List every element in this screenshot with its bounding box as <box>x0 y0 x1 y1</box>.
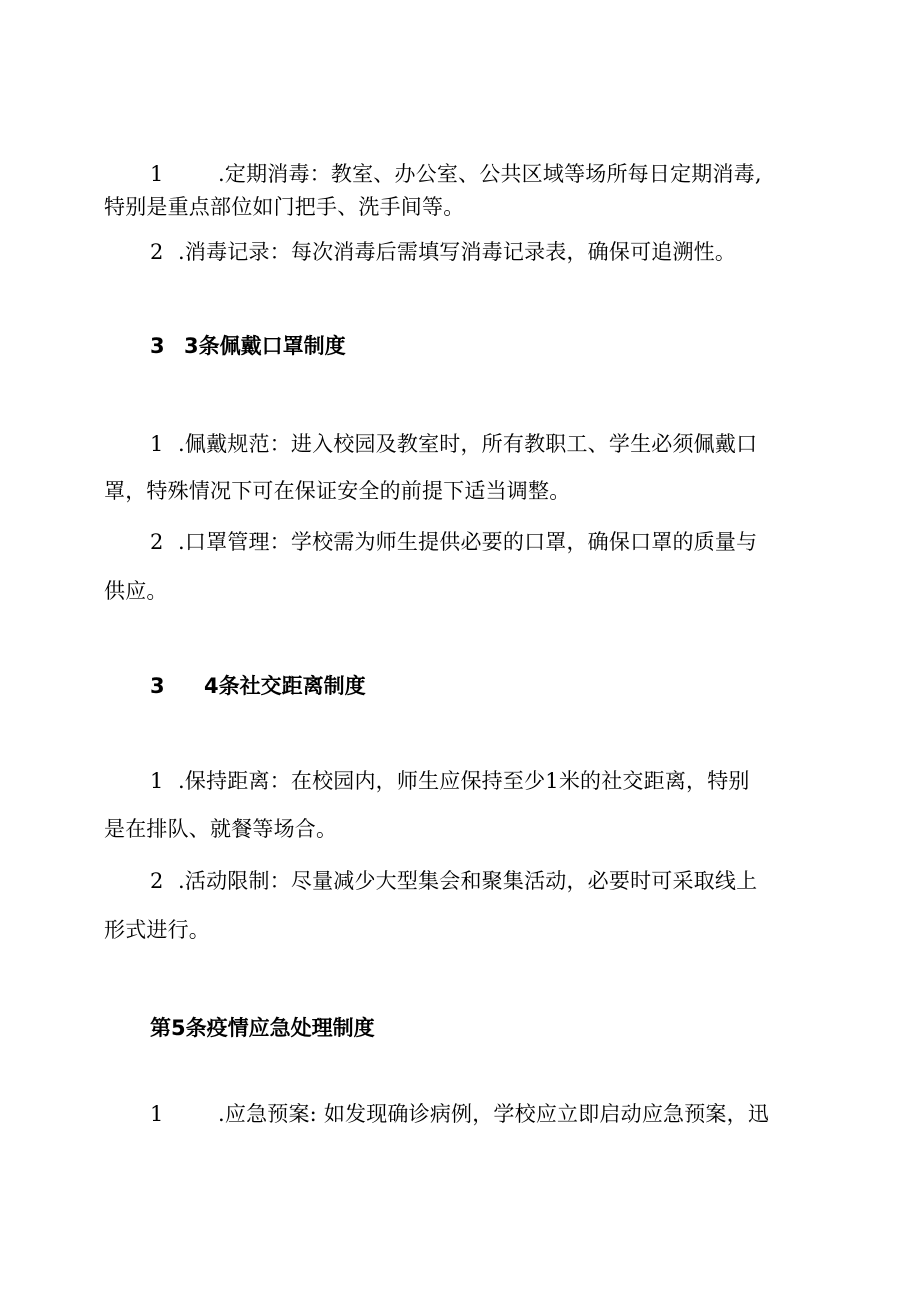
s3-heading-text: 3条佩戴口罩制度 <box>184 334 346 358</box>
s3-item1-text: .佩戴规范：进入校园及教室时，所有教职工、学生必须佩戴口 <box>178 432 758 456</box>
s4-item2-line2: 形式进行。 <box>104 918 210 942</box>
s4-item2-number: 2 <box>150 869 164 893</box>
s4-item1-number: 1 <box>150 769 164 793</box>
s2-item1-line1 <box>150 160 762 188</box>
s4-item1-text: .保持距离：在校园内，师生应保持至少1米的社交距离，特别 <box>178 769 750 793</box>
s2-item1-text: .定期消毒：教室、办公室、公共区域等场所每日定期消毒, <box>218 162 762 186</box>
s4-item2-line1 <box>150 867 757 895</box>
s2-item2-line <box>150 238 736 266</box>
s4-heading-text: 4条社交距离制度 <box>204 674 366 698</box>
s3-item1-number: 1 <box>150 432 164 456</box>
s3-item2-number: 2 <box>150 530 164 554</box>
s3-item1-line1 <box>150 430 757 458</box>
s4-item1-line1 <box>150 767 750 795</box>
s3-item2-line2: 供应。 <box>104 579 168 603</box>
s2-item1-line2: 特别是重点部位如门把手、洗手间等。 <box>104 195 465 219</box>
s5-item1-text: .应急预案: 如发现确诊病例，学校应立即启动应急预案，迅 <box>218 1102 770 1126</box>
s3-item2-text: .口罩管理：学校需为师生提供必要的口罩，确保口罩的质量与 <box>178 530 758 554</box>
s4-item1-line2: 是在排队、就餐等场合。 <box>104 817 338 841</box>
s3-heading <box>150 332 346 360</box>
s4-item2-text: .活动限制：尽量减少大型集会和聚集活动，必要时可采取线上 <box>178 869 758 893</box>
s5-item1-line1 <box>150 1100 769 1128</box>
s5-heading: 第5条疫情应急处理制度 <box>150 1016 375 1040</box>
s3-heading-prefix: 3 <box>150 334 165 358</box>
s4-heading-prefix: 3 <box>150 674 165 698</box>
s5-item1-number: 1 <box>150 1102 164 1126</box>
s3-item2-line1 <box>150 528 757 556</box>
s2-item2-text: .消毒记录：每次消毒后需填写消毒记录表，确保可追溯性。 <box>178 240 737 264</box>
s2-item1-number: 1 <box>150 162 164 186</box>
s4-heading <box>150 672 366 700</box>
s3-item1-line2: 罩，特殊情况下可在保证安全的前提下适当调整。 <box>104 479 571 503</box>
s2-item2-number: 2 <box>150 240 164 264</box>
